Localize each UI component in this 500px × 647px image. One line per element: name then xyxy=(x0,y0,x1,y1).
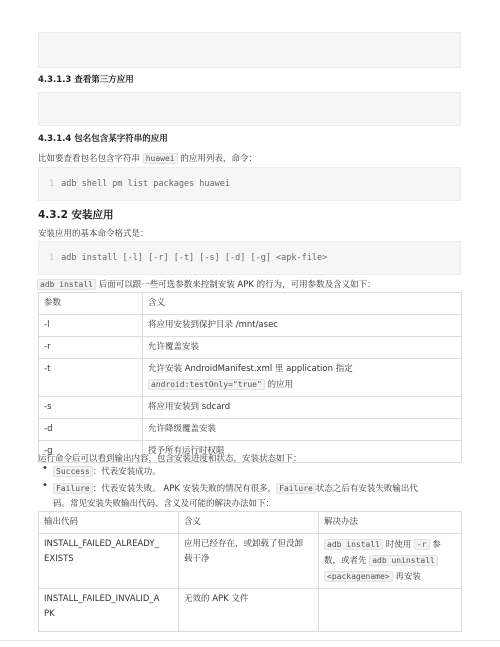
code-block-list-packages xyxy=(38,167,461,201)
output-code-line-2: EXISTS xyxy=(44,554,74,564)
meaning-cell: 允许降级覆盖安装 xyxy=(143,419,462,441)
meaning-text-b: 的应用 xyxy=(267,380,293,390)
solution-text: 数，或者先 xyxy=(324,556,367,566)
meaning-cell: 将应用安装到保护目录 /mnt/asec xyxy=(143,315,462,337)
output-code-line-1: INSTALL_FAILED_INVALID_A xyxy=(44,594,160,604)
inline-code-testonly: android:testOnly="true" xyxy=(148,379,265,390)
output-code-cell xyxy=(39,589,179,632)
inline-code-adb-uninstall: adb uninstall xyxy=(369,555,438,566)
table-row xyxy=(39,534,462,589)
param-cell: -r xyxy=(39,337,143,359)
paragraph-after-run: 运行命令后可以看到输出内容，包含安装进度和状态，安装状态如下： xyxy=(38,454,302,464)
code-block-install xyxy=(38,241,461,275)
bullet-failure-line-2: 码。常见安装失败输出代码、含义及可能的解决办法如下： xyxy=(53,499,275,509)
header-output-code: 输出代码 xyxy=(39,512,179,534)
bullet-failure xyxy=(53,482,418,494)
table-header-row xyxy=(39,293,462,315)
inline-code-r-flag: -r xyxy=(414,539,430,550)
inline-code-failure-2: Failure xyxy=(276,483,316,494)
code-text-list-packages: adb shell pm list packages huawei xyxy=(61,179,231,189)
heading-4-3-1-4: 4.3.1.4 包名包含某字符串的应用 xyxy=(38,134,168,144)
paragraph-install-basic: 安装应用的基本命令格式是： xyxy=(38,229,149,239)
line-number: 1 xyxy=(49,253,55,263)
bullet-success-text: ：代表安装成功。 xyxy=(92,467,161,477)
table-row xyxy=(39,315,462,337)
solution-text: 再安装 xyxy=(395,572,421,582)
paragraph-params-text: 后面可以跟一些可选参数来控制安装 APK 的行为，可用参数及含义如下： xyxy=(98,280,376,290)
inline-code-adb-install: adb install xyxy=(37,279,96,290)
bullet-dot-icon: • xyxy=(42,480,48,491)
solution-text: 参 xyxy=(432,540,441,550)
bullet-success xyxy=(53,465,161,477)
table-row xyxy=(39,589,462,632)
heading-4-3-2: 4.3.2 安装应用 xyxy=(38,209,114,221)
meaning-cell: 允许覆盖安装 xyxy=(143,337,462,359)
inline-code-success: Success xyxy=(53,466,93,477)
table-row xyxy=(39,397,462,419)
paragraph-params xyxy=(37,278,376,290)
inline-code-packagename: <packagename> xyxy=(324,571,393,582)
table-header-row xyxy=(39,512,462,534)
meaning-cell: 授予所有运行时权限 xyxy=(143,441,462,463)
code-block-empty-second xyxy=(38,92,461,126)
header-param: 参数 xyxy=(39,293,143,315)
output-code-cell xyxy=(39,534,179,589)
heading-4-3-1-3: 4.3.1.3 查看第三方应用 xyxy=(38,75,134,85)
meaning-cell: 将应用安装到 sdcard xyxy=(143,397,462,419)
meaning-line-2: 载干净 xyxy=(184,554,210,564)
param-cell: -l xyxy=(39,315,143,337)
page-bottom-divider xyxy=(0,640,500,641)
inline-code-adb-install: adb install xyxy=(324,539,383,550)
param-cell: -s xyxy=(39,397,143,419)
meaning-line-1: 应用已经存在，或卸载了但没卸 xyxy=(184,539,304,549)
solution-cell xyxy=(319,534,462,589)
meaning-text-a: 允许安装 AndroidManifest.xml 里 application 指定 xyxy=(148,364,353,374)
output-code-line-1: INSTALL_FAILED_ALREADY_ xyxy=(44,539,159,549)
failure-codes-table xyxy=(38,511,462,632)
paragraph-filter-suffix: 的应用列表，命令： xyxy=(180,154,257,164)
table-row xyxy=(39,359,462,397)
paragraph-filter-prefix: 比如要查看包名包含字符串 xyxy=(38,154,141,164)
meaning-cell xyxy=(179,534,319,589)
code-text-install: adb install [-l] [-r] [-t] [-s] [-d] [-g] <apk-file> xyxy=(61,253,328,263)
output-code-line-2: PK xyxy=(44,609,55,619)
code-line xyxy=(49,253,327,263)
line-number: 1 xyxy=(49,179,55,189)
header-meaning: 含义 xyxy=(179,512,319,534)
paragraph-filter xyxy=(38,152,257,164)
solution-text: 时使用 xyxy=(385,540,412,550)
meaning-cell: 无效的 APK 文件 xyxy=(179,589,319,632)
param-cell: -t xyxy=(39,359,143,397)
params-table xyxy=(38,292,462,463)
code-line xyxy=(49,179,230,189)
solution-cell xyxy=(319,589,462,632)
inline-code-failure: Failure xyxy=(53,483,93,494)
meaning-cell xyxy=(143,359,462,397)
header-solution: 解决办法 xyxy=(319,512,462,534)
table-row xyxy=(39,337,462,359)
bullet-failure-text-a: ：代表安装失败。 APK 安装失败的情况有很多， xyxy=(92,484,277,494)
table-row xyxy=(39,419,462,441)
param-cell: -g xyxy=(39,441,143,463)
bullet-failure-text-b: 状态之后有安装失败输出代 xyxy=(315,484,418,494)
inline-code-huawei: huawei xyxy=(143,153,178,164)
param-cell: -d xyxy=(39,419,143,441)
header-meaning: 含义 xyxy=(143,293,462,315)
code-block-empty-top xyxy=(38,32,461,68)
bullet-dot-icon: • xyxy=(42,463,48,474)
